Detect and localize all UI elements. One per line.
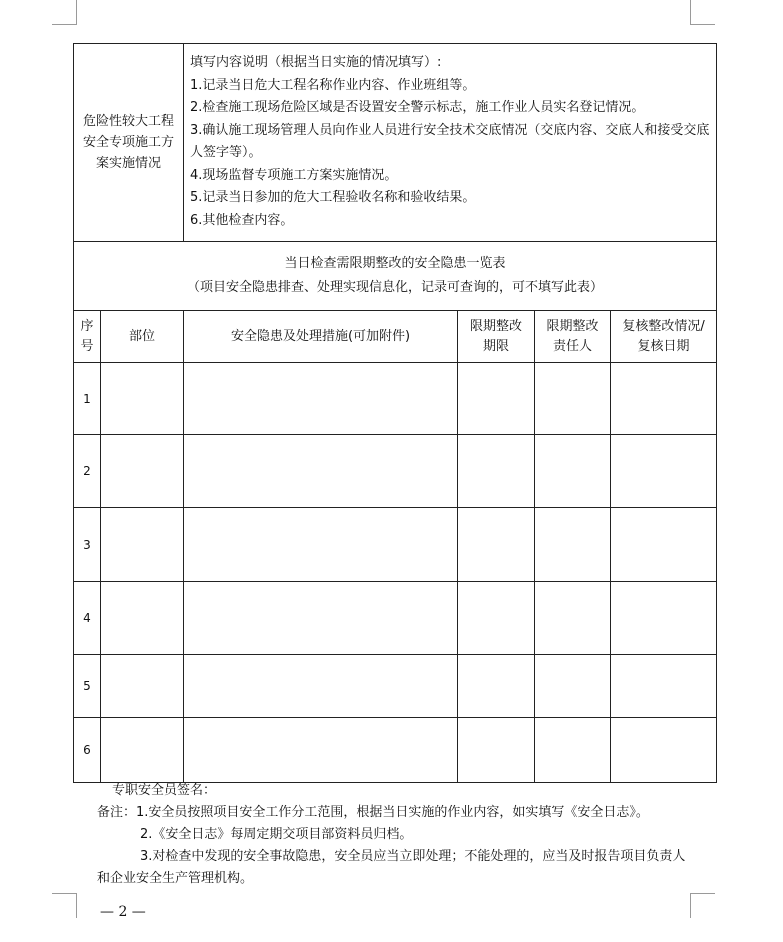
instruction-item-5: 5.记录当日参加的危大工程验收名称和验收结果。 <box>190 190 476 205</box>
safety-log-table <box>73 43 717 783</box>
location-cell[interactable] <box>101 655 184 718</box>
table-row <box>74 363 717 435</box>
hazard-list-subtitle: （项目安全隐患排查、处理实现信息化，记录可查询的，可不填写此表） <box>187 280 604 295</box>
deadline-cell[interactable] <box>458 655 535 718</box>
location-cell[interactable] <box>101 508 184 582</box>
header-seq: 序号 <box>74 311 101 363</box>
plan-row <box>74 44 717 242</box>
signature-line: 专职安全员签名： <box>112 783 217 798</box>
crop-mark-top-right <box>690 0 715 25</box>
measures-cell[interactable] <box>184 718 458 783</box>
plan-instructions <box>184 44 717 242</box>
deadline-cell[interactable] <box>458 582 535 655</box>
review-cell[interactable] <box>611 655 717 718</box>
row-number: 5 <box>74 655 101 718</box>
crop-mark-bottom-left <box>52 893 77 918</box>
row-number: 3 <box>74 508 101 582</box>
table-row <box>74 508 717 582</box>
page-number: — 2 — <box>100 904 146 920</box>
note-1: 备注：1.安全员按照项目安全工作分工范围，根据当日实施的作业内容，如实填写《安全日志》。 <box>97 805 649 820</box>
responsible-cell[interactable] <box>535 655 611 718</box>
review-cell[interactable] <box>611 363 717 435</box>
measures-cell[interactable] <box>184 363 458 435</box>
location-cell[interactable] <box>101 435 184 508</box>
row-number: 2 <box>74 435 101 508</box>
note-2: 2.《安全日志》每周定期交项目部资料员归档。 <box>140 827 413 842</box>
hazard-title-row <box>74 242 717 311</box>
responsible-cell[interactable] <box>535 582 611 655</box>
header-review: 复核整改情况/复核日期 <box>611 311 717 363</box>
review-cell[interactable] <box>611 582 717 655</box>
instruction-item-1: 1.记录当日危大工程名称作业内容、作业班组等。 <box>190 77 476 93</box>
instruction-item-6: 6.其他检查内容。 <box>190 212 294 228</box>
deadline-cell[interactable] <box>458 435 535 508</box>
deadline-cell[interactable] <box>458 363 535 435</box>
measures-cell[interactable] <box>184 655 458 718</box>
responsible-cell[interactable] <box>535 718 611 783</box>
instruction-item-2: 2.检查施工现场危险区域是否设置安全警示标志，施工作业人员实名登记情况。 <box>190 100 645 115</box>
location-cell[interactable] <box>101 582 184 655</box>
responsible-cell[interactable] <box>535 435 611 508</box>
location-cell[interactable] <box>101 718 184 783</box>
header-row <box>74 311 717 363</box>
plan-label: 危险性较大工程安全专项施工方案实施情况 <box>74 44 184 242</box>
measures-cell[interactable] <box>184 435 458 508</box>
crop-mark-bottom-right <box>690 893 715 918</box>
review-cell[interactable] <box>611 435 717 508</box>
responsible-cell[interactable] <box>535 363 611 435</box>
review-cell[interactable] <box>611 508 717 582</box>
hazard-title-cell <box>74 242 717 311</box>
deadline-cell[interactable] <box>458 718 535 783</box>
row-number: 1 <box>74 363 101 435</box>
table-row <box>74 435 717 508</box>
header-measures: 安全隐患及处理措施(可加附件) <box>184 311 458 363</box>
crop-mark-top-left <box>52 0 77 25</box>
review-cell[interactable] <box>611 718 717 783</box>
location-cell[interactable] <box>101 363 184 435</box>
instruction-item-3: 3.确认施工现场管理人员向作业人员进行安全技术交底情况（交底内容、交底人和接受交底人签字等）。 <box>190 122 710 160</box>
note-3: 3.对检查中发现的安全事故隐患，安全员应当立即处理；不能处理的，应当及时报告项目负责人和企业安全生产管理机构。 <box>97 849 686 886</box>
table-row <box>74 718 717 783</box>
row-number: 6 <box>74 718 101 783</box>
measures-cell[interactable] <box>184 582 458 655</box>
table-row <box>74 655 717 718</box>
responsible-cell[interactable] <box>535 508 611 582</box>
instructions-title: 填写内容说明（根据当日实施的情况填写）: <box>190 55 442 70</box>
instruction-item-4: 4.现场监督专项施工方案实施情况。 <box>190 167 398 183</box>
measures-cell[interactable] <box>184 508 458 582</box>
row-number: 4 <box>74 582 101 655</box>
header-responsible: 限期整改责任人 <box>535 311 611 363</box>
hazard-list-title: 当日检查需限期整改的安全隐患一览表 <box>284 256 506 271</box>
deadline-cell[interactable] <box>458 508 535 582</box>
header-deadline: 限期整改期限 <box>458 311 535 363</box>
header-location: 部位 <box>101 311 184 363</box>
table-row <box>74 582 717 655</box>
